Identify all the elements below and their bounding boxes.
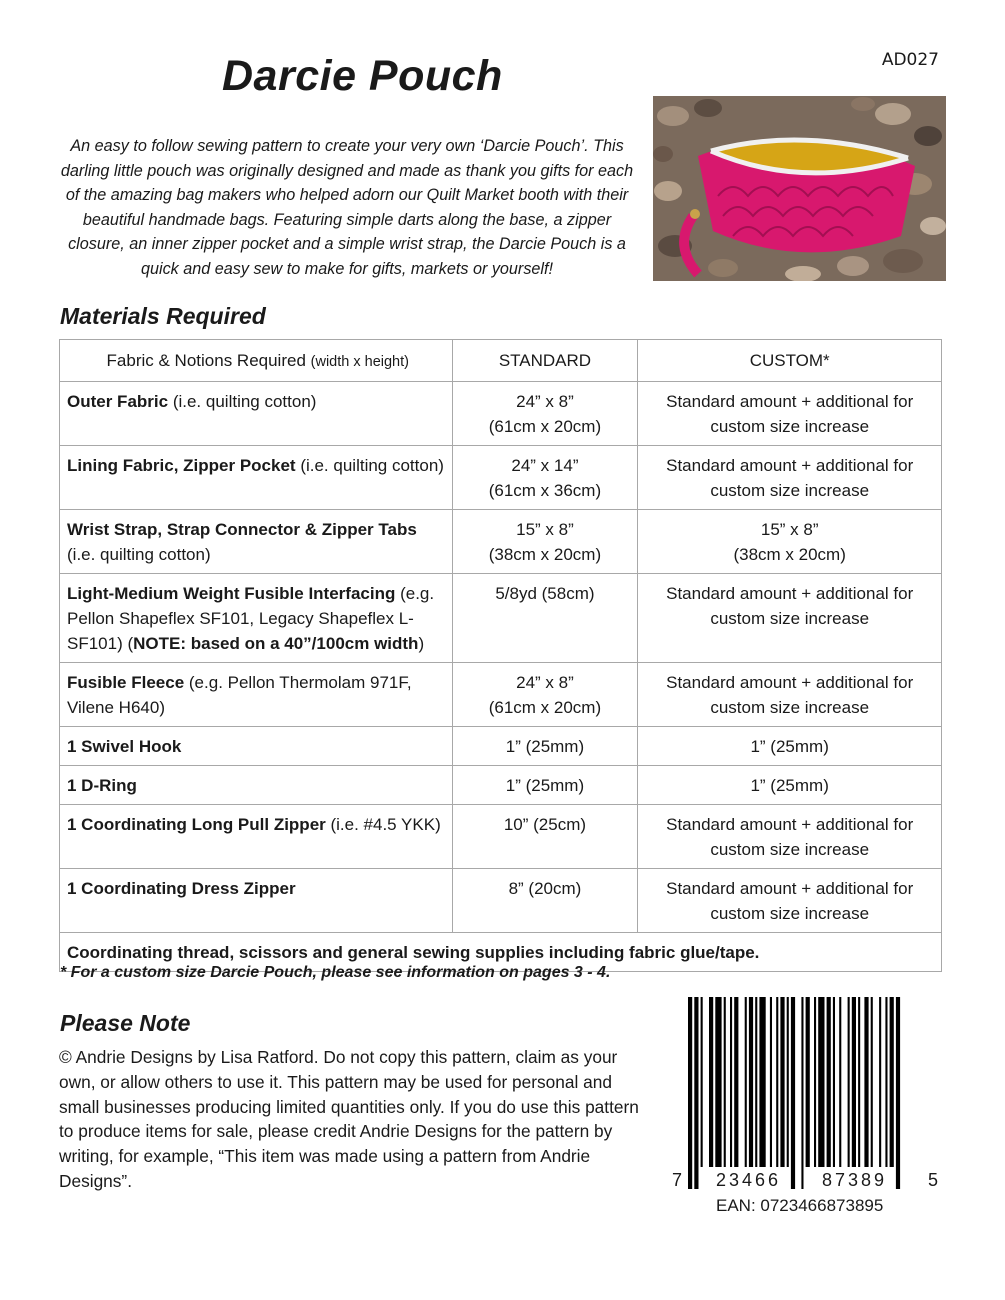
barcode-bar — [858, 997, 860, 1167]
barcode-bar — [852, 997, 856, 1167]
page-title: Darcie Pouch — [222, 52, 503, 100]
barcode-bar — [814, 997, 816, 1167]
barcode-bar — [749, 997, 753, 1167]
barcode-bar — [871, 997, 873, 1167]
standard-cell: 10” (25cm) — [452, 805, 638, 869]
barcode-bar — [776, 997, 778, 1167]
intro-paragraph: An easy to follow sewing pattern to create your very own ‘Darcie Pouch’. This darling little pouch was originally designed and made as thank you gifts for each of the amazing bag makers who helped adorn our Quilt Market booth with their beautiful handmade bags. Featuring simple darts along the base, a zipper closure, an inner zipper pocket and a simple wrist strap, the Darcie Pouch is a quick and easy sew to make for gifts, markets or yourself! — [60, 137, 634, 278]
materials-table — [59, 339, 942, 972]
pouch-photo — [653, 96, 946, 281]
barcode-bar — [745, 997, 747, 1167]
barcode-bar — [839, 997, 841, 1167]
please-note-heading: Please Note — [60, 1010, 191, 1036]
barcode-bar — [759, 997, 765, 1167]
barcode-bar — [694, 997, 698, 1189]
standard-cell: 24” x 8” (61cm x 20cm) — [452, 663, 638, 727]
material-name-cell: 1 D-Ring — [60, 766, 453, 805]
standard-cell: 1” (25mm) — [452, 766, 638, 805]
table-row — [60, 766, 942, 805]
barcode-bar — [734, 997, 738, 1167]
custom-cell: Standard amount + additional for custom size increase — [638, 805, 942, 869]
materials-heading: Materials Required — [60, 303, 266, 329]
table-row — [60, 869, 942, 933]
material-name-cell: 1 Coordinating Long Pull Zipper (i.e. #4.5 YKK) — [60, 805, 453, 869]
barcode-bar — [755, 997, 757, 1167]
barcode-bar — [879, 997, 881, 1167]
table-row — [60, 382, 942, 446]
barcode — [668, 997, 946, 1217]
standard-cell: 15” x 8” (38cm x 20cm) — [452, 510, 638, 574]
table-row — [60, 663, 942, 727]
standard-cell: 5/8yd (58cm) — [452, 574, 638, 663]
barcode-bar — [791, 997, 795, 1189]
material-name-cell: Lining Fabric, Zipper Pocket (i.e. quilting cotton) — [60, 446, 453, 510]
barcode-bar — [770, 997, 772, 1167]
material-name-cell: 1 Swivel Hook — [60, 727, 453, 766]
custom-cell: Standard amount + additional for custom size increase — [638, 574, 942, 663]
barcode-bar — [730, 997, 732, 1167]
barcode-bar — [724, 997, 726, 1167]
barcode-bar — [818, 997, 824, 1167]
barcode-bar — [896, 997, 900, 1189]
barcode-group-1: 23466 — [716, 1170, 782, 1190]
barcode-bar — [890, 997, 894, 1167]
custom-cell: 15” x 8” (38cm x 20cm) — [638, 510, 942, 574]
barcode-bar — [833, 997, 835, 1167]
copyright-notice: © Andrie Designs by Lisa Ratford. Do not copy this pattern, claim as your own, or allow others to use it. This pattern may be used for personal and small businesses producing limited quantities only. If you do use this pattern to produce items for sale, please credit Andrie Designs for the pattern by writing, for example, “This item was made using a pattern from Andrie Designs”. — [59, 1047, 639, 1191]
barcode-bar — [701, 997, 703, 1167]
barcode-bar — [885, 997, 887, 1167]
barcode-bar — [864, 997, 868, 1167]
table-row — [60, 446, 942, 510]
standard-cell: 24” x 14” (61cm x 36cm) — [452, 446, 638, 510]
table-row — [60, 510, 942, 574]
custom-cell: Standard amount + additional for custom size increase — [638, 663, 942, 727]
barcode-bar — [715, 997, 721, 1167]
barcode-bar — [688, 997, 692, 1189]
barcode-bar — [806, 997, 810, 1167]
barcode-bar — [848, 997, 850, 1167]
barcode-bar — [709, 997, 713, 1167]
pattern-code: AD027 — [881, 50, 939, 70]
custom-size-footnote: * For a custom size Darcie Pouch, please see information on pages 3 - 4. — [60, 964, 611, 981]
column-header-fabric: Fabric & Notions Required (width x height) — [60, 340, 453, 382]
standard-cell: 8” (20cm) — [452, 869, 638, 933]
barcode-group-2: 87389 — [822, 1170, 888, 1190]
custom-cell: Standard amount + additional for custom size increase — [638, 382, 942, 446]
barcode-check-digit: 5 — [928, 1170, 942, 1190]
material-name-cell: Wrist Strap, Strap Connector & Zipper Tabs (i.e. quilting cotton) — [60, 510, 453, 574]
table-row — [60, 727, 942, 766]
table-row — [60, 805, 942, 869]
standard-cell: 1” (25mm) — [452, 727, 638, 766]
column-header-standard: STANDARD — [452, 340, 638, 382]
barcode-lead-digit: 7 — [672, 1170, 686, 1190]
custom-cell: 1” (25mm) — [638, 766, 942, 805]
material-name-cell: Fusible Fleece (e.g. Pellon Thermolam 971F, Vilene H640) — [60, 663, 453, 727]
barcode-bar — [801, 997, 803, 1189]
ean-number: EAN: 0723466873895 — [716, 1196, 884, 1215]
custom-cell: Standard amount + additional for custom size increase — [638, 446, 942, 510]
material-name-cell: Light-Medium Weight Fusible Interfacing (e.g. Pellon Shapeflex SF101, Legacy Shapeflex L-SF101) (NOTE: based on a 40”/100cm width) — [60, 574, 453, 663]
table-row — [60, 574, 942, 663]
custom-cell: Standard amount + additional for custom size increase — [638, 869, 942, 933]
standard-cell: 24” x 8” (61cm x 20cm) — [452, 382, 638, 446]
material-name-cell: 1 Coordinating Dress Zipper — [60, 869, 453, 933]
table-header-row — [60, 340, 942, 382]
supplies-cell: Coordinating thread, scissors and general sewing supplies including fabric glue/tape. — [60, 933, 942, 972]
barcode-bar — [827, 997, 831, 1167]
barcode-bar — [780, 997, 784, 1167]
custom-cell: 1” (25mm) — [638, 727, 942, 766]
column-header-custom: CUSTOM* — [638, 340, 942, 382]
material-name-cell: Outer Fabric (i.e. quilting cotton) — [60, 382, 453, 446]
barcode-bar — [787, 997, 789, 1167]
